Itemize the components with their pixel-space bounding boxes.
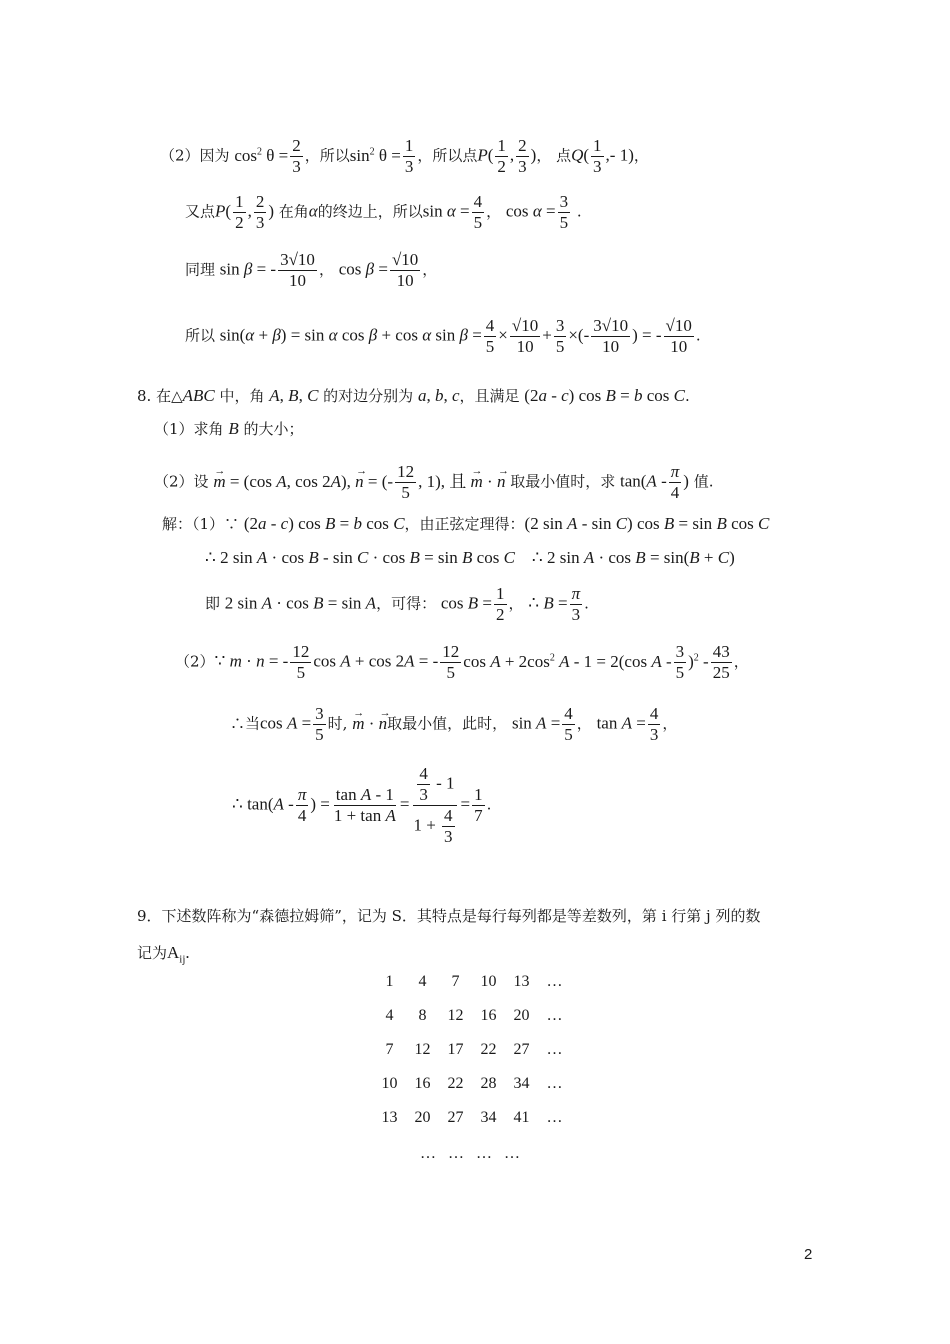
matrix-row [373,1101,571,1135]
matrix-cell: 10 [381,1075,398,1092]
solution-line-4: 所以 sin(α + β) = sin α cos β + cos α sin β = $\frac{4}{5}$ × $\frac{√10}{10}$ + $\frac{3}{5}$ ×(- $\frac{3√10}{10}$ ) = - $\frac{√10}{10}$ . [185,316,701,356]
matrix-cell: … [546,1007,563,1024]
matrix-cell: 12 [447,1007,464,1024]
problem-8-statement: 8. 在△ABC 中，角 A, B, C 的对边分别为 a, b, c，且满足 (2a - c) cos B = b cos C. [137,386,690,405]
matrix-cell: 16 [480,1007,497,1024]
matrix-cell: 28 [480,1075,497,1092]
problem-8-part-1: （1）求角 B 的大小； [154,419,304,438]
matrix-cell: 8 [418,1007,427,1024]
problem-9-line-2: 记为$A_{ij}$. [137,943,190,966]
solution-8-line-3: 即 2 sin A · cos B = sin A，可得： cos B = $\frac{1}{2}$ ， ∴ B = $\frac{\pi}{3}$ . [205,584,589,624]
problem-9-line-1: 9．下述数阵称为“森德拉姆筛”，记为 S．其特点是每行每列都是等差数列，第 i 行第 j 列的数 [137,907,761,925]
solution-8-line-6: ∴ tan(A - $\frac{\pi}{4}$ ) = $\frac{\text{tan A - 1}}{\text{1 + tan A}}$ = $\frac{4}{3}$ - 1 1 + $\frac{4}{3}$ = $\frac{1}{7}$ . [232,764,492,846]
page-number: 2 [804,1246,813,1263]
matrix-cell: 4 [385,1007,394,1024]
matrix-cell: … [546,1075,563,1092]
matrix-row [373,1033,571,1067]
solution-line-3: 同理 sin β = - $\frac{3√10}{10}$ ， cos β = $\frac{√10}{10}$ ， [185,250,438,290]
matrix-cell: 41 [513,1109,530,1126]
solution-line-1: （2）因为 $\cos^2 \theta$ = $\frac{2}{3}$ ，所以$\sin^2 \theta$ = $\frac{1}{3}$ ，所以点P( $\frac{1}{2}$ , $\frac{2}{3}$ )， 点Q( $\frac{1}{3}$ ,- 1)， [160,136,649,176]
matrix-cell: 27 [447,1109,464,1126]
matrix-row [373,999,571,1033]
matrix-continuation-ellipsis: … … … … [420,1145,520,1162]
matrix-cell: 20 [414,1109,431,1126]
matrix-cell: 34 [480,1109,497,1126]
matrix-cell: 7 [451,973,460,990]
matrix-cell: 20 [513,1007,530,1024]
matrix-row [373,965,571,999]
matrix-cell: 34 [513,1075,530,1092]
matrix-cell: … [546,1041,563,1058]
matrix-cell: 13 [513,973,530,990]
matrix-cell: … [546,973,563,990]
solution-8-line-1: 解：（1）∵ (2a - c) cos B = b cos C，由正弦定理得：(2 sin A - sin C) cos B = sin B cos C [162,514,770,533]
matrix-cell: 12 [414,1041,431,1058]
matrix-cell: 7 [385,1041,394,1058]
matrix-cell: 16 [414,1075,431,1092]
sundaram-sieve-matrix [373,965,571,1135]
matrix-cell: 13 [381,1109,398,1126]
matrix-cell: 4 [418,973,427,990]
solution-8-line-2: ∴ 2 sin A · cos B - sin C · cos B = sin B cos C ∴ 2 sin A · cos B = sin(B + C) [205,548,735,567]
matrix-cell: 27 [513,1041,530,1058]
solution-8-line-4: （2）∵ m · n = - $\frac{12}{5}$ cos A + cos 2A = - $\frac{12}{5}$ $\cos A + 2\cos^2$ A - 1 = 2(cos A - $\frac{3}{5}$ )$^2$ - $\frac{43}{25}$ ， [175,642,749,682]
matrix-cell: … [546,1109,563,1126]
solution-8-line-5: ∴当cos A = $\frac{3}{5}$ 时, → m · → n取最小值，此时， sin A = $\frac{4}{5}$ ， tan A = $\frac{4}{3}$ ， [230,704,677,745]
matrix-cell: 17 [447,1041,464,1058]
matrix-row [373,1067,571,1101]
solution-line-2: 又点P( $\frac{1}{2}$ , $\frac{2}{3}$ ) 在角α的终边上，所以sin α = $\frac{4}{5}$ ， cos α = $\frac{3}{5}$ . [185,192,582,232]
matrix-cell: 22 [480,1041,497,1058]
matrix-cell: 10 [480,973,497,990]
matrix-cell: 1 [385,973,394,990]
problem-8-part-2: （2）设 → m = (cos A, cos 2A), → n = (- $\frac{12}{5}$ , 1), 且 → m · → n 取最小值时，求 tan(A - $\frac{\pi}{4}$ ) 值. [154,462,713,503]
matrix-cell: 22 [447,1075,464,1092]
